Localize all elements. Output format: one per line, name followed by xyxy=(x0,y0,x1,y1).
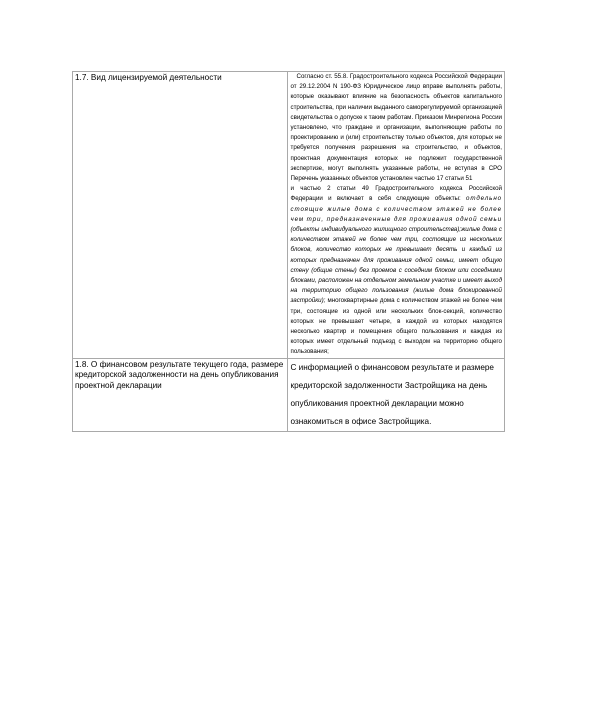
table-row xyxy=(73,72,505,359)
row-label: 1.8. О финансовом результате текущего года, размере кредиторской задолженности на день опубликования проектной декларации xyxy=(75,359,284,390)
row-label-cell xyxy=(73,72,288,359)
objects-italic-text: отдельно стоящие жилые дома с количеством этажей не более чем три, предназначенные для проживания одной семьи xyxy=(290,195,502,223)
row-label-cell xyxy=(73,358,288,431)
row-value-cell xyxy=(288,358,505,431)
paragraph-legal-basis: Согласно ст. 55.8. Градостроительного кодекса Российской Федерации от 29.12.2004 N 190-ФЗ Юридическое лицо вправе выполнять работы, которые оказывают влияние на безопасность объектов капитального строительства, при наличии выданного саморегулируемой организацией свидетельства о допуске к таким работам. Приказом Минрегиона России установлено, что граждане и организации, выполняющие работы по проектированию и (или) строительству только объектов, для которых не требуется получения разрешения на строительство, и объектов, проектная документация которых не подлежит государственной экспертизе, могут выполнять указанные работы, не вступая в СРО Перечень указанных объектов установлен частью 17 статьи 51 xyxy=(290,73,502,183)
objects-tail-text: многоквартирные дома с количеством этажей не более чем три, состоящие из одной или нескольких блок-секций, количество которых не превышает четыре, в каждой из которых находятся несколько квартир и помещения общего пользования и каждая из которых имеет отдельный подъезд с выходом на территорию общего пользования; xyxy=(290,297,502,356)
row-label: 1.7. Вид лицензируемой деятельности xyxy=(75,73,222,82)
table-row xyxy=(73,358,505,431)
financial-info-text: С информацией о финансовом результате и размере кредиторской задолженности Застройщика на день опубликования проектной декларации можно ознакомиться в офисе Застройщика. xyxy=(290,362,494,426)
paragraph-objects-list xyxy=(290,184,502,357)
declaration-table xyxy=(72,71,505,432)
objects-intro-text: и частью 2 статьи 49 Градостроительного кодекса Российской Федерации и включает в себя следующие объекты: xyxy=(290,185,502,203)
objects-italic-text-continued: (объекты индивидуального жилищного строительства);жилые дома с количеством этажей не более чем три, состоящие из нескольких блоков, количество которых не превышает десять и каждый из которых предназначен для проживания одной семьи, имеет общую стену (общие стены) без проемов с соседним блоком или соседними блоками, расположен на отдельном земельном участке и имеет выход на территорию общего пользования (жилые дома блокированной застройки); xyxy=(290,226,502,305)
row-value-cell xyxy=(288,72,505,359)
